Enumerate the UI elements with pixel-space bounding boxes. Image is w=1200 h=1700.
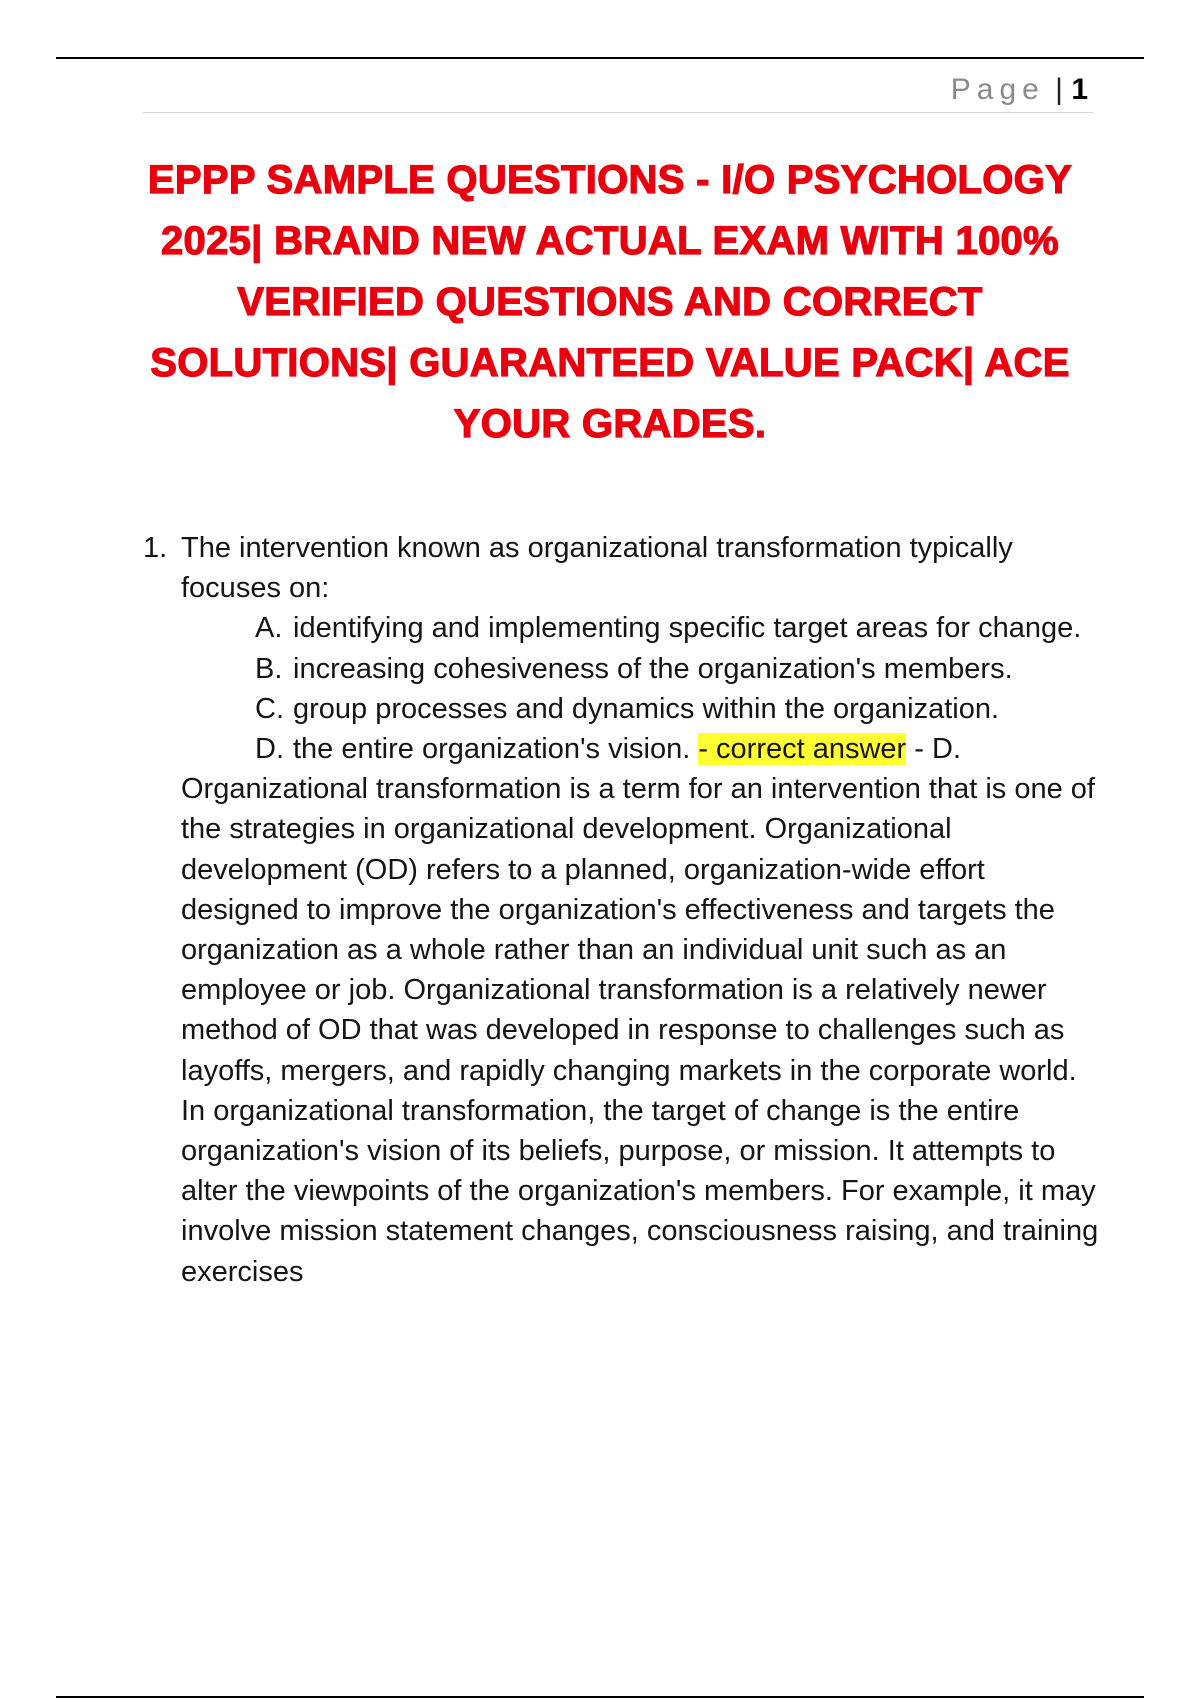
page-bottom-rule xyxy=(56,1696,1144,1698)
answer-prefix: - D. xyxy=(914,733,961,766)
option-letter: B. xyxy=(255,652,283,685)
page-word: Page xyxy=(950,73,1045,106)
option-letter: A. xyxy=(255,612,283,645)
option-a xyxy=(255,608,1103,648)
page-top-rule xyxy=(56,57,1144,59)
option-b xyxy=(255,649,1103,689)
page-separator: | xyxy=(1055,73,1063,106)
option-letter: C. xyxy=(255,692,284,725)
option-text: group processes and dynamics within the organization. xyxy=(293,692,1000,725)
page-number-label xyxy=(951,72,1088,108)
option-d xyxy=(255,729,1103,769)
question-block xyxy=(143,528,1103,1292)
option-text: identifying and implementing specific target areas for change. xyxy=(293,612,1082,645)
question-number: 1. xyxy=(143,532,168,564)
page-header xyxy=(143,72,1093,113)
correct-answer-highlight: - correct answer xyxy=(698,733,907,766)
option-text: the entire organization's vision. xyxy=(293,733,691,766)
option-text: increasing cohesiveness of the organization's members. xyxy=(293,652,1013,685)
option-letter: D. xyxy=(255,733,284,766)
document-title: EPPP SAMPLE QUESTIONS - I/O PSYCHOLOGY 2025| BRAND NEW ACTUAL EXAM WITH 100% VERIFIED QUESTIONS AND CORRECT SOLUTIONS| GUARANTEED VALUE PACK| ACE YOUR GRADES. xyxy=(147,158,1073,446)
option-c xyxy=(255,689,1103,729)
answer-options xyxy=(143,608,1103,769)
answer-explanation: Organizational transformation is a term for an intervention that is one of the strategies in organizational development. Organizational development (OD) refers to a planned, organization-wide effort designed to improve the organization's effectiveness and targets the organization as a whole rather than an individual unit such as an employee or job. Organizational transformation is a relatively newer method of OD that was developed in response to challenges such as layoffs, mergers, and rapidly changing markets in the corporate world. In organizational transformation, the target of change is the entire organization's vision of its beliefs, purpose, or mission. It attempts to alter the viewpoints of the organization's members. For example, it may involve mission statement changes, consciousness raising, and training exercises xyxy=(181,773,1099,1288)
page-number: 1 xyxy=(1071,73,1088,106)
question-stem: The intervention known as organizational transformation typically focuses on: xyxy=(181,532,1013,605)
